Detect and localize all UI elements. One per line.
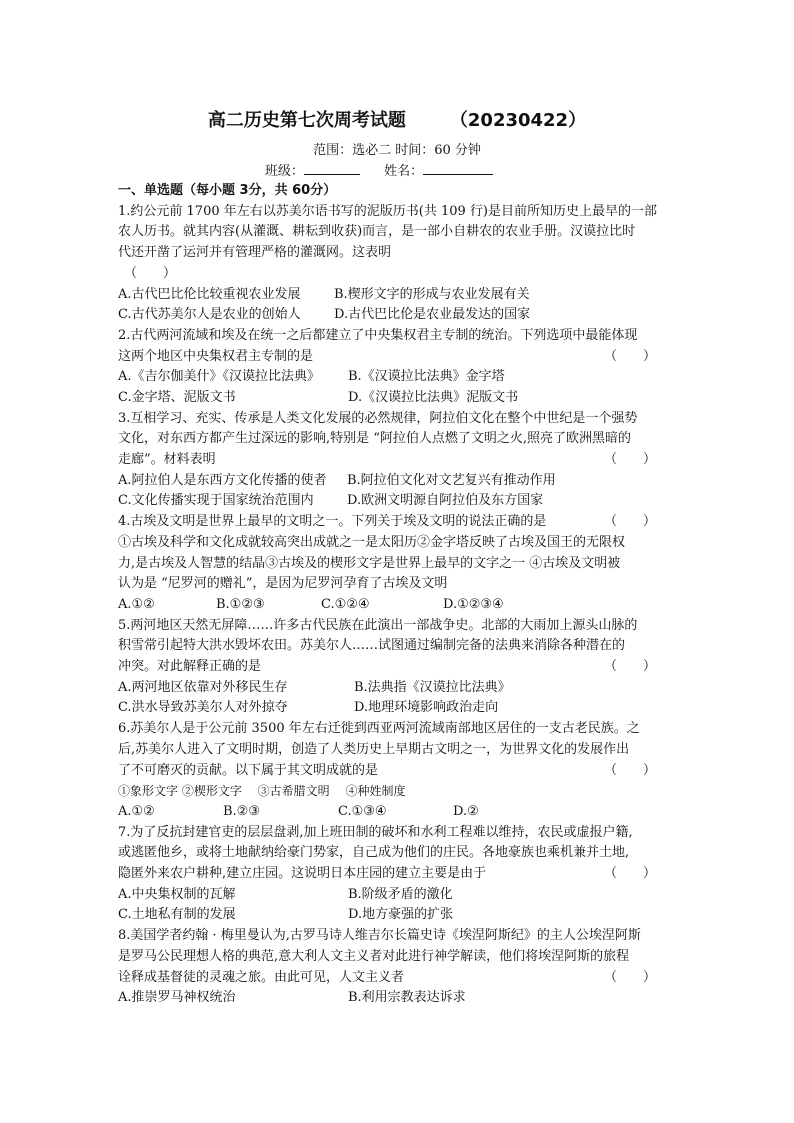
option-a[interactable]: A.两河地区依靠对外移民生存: [118, 679, 288, 695]
question-stem-line: 文化，对东西方都产生过深远的影响,特别是 “阿拉伯人点燃了文明之火,照亮了欧洲黑暗的: [118, 431, 632, 447]
option-b[interactable]: B.利用宗教表达诉求: [348, 990, 466, 1006]
question-stem-line: 2.古代两河流域和埃及在统一之后都建立了中央集权君主专制的统治。下列选项中最能体现: [118, 327, 638, 343]
answer-paren: （ ）: [603, 348, 656, 364]
statement-line: 力,是古埃及人智慧的结晶③古埃及的楔形文字是世界上最早的文字之一 ④古埃及文明被: [118, 555, 621, 571]
option-d[interactable]: D.古代巴比伦是农业最发达的国家: [334, 307, 531, 323]
option-a[interactable]: A.中央集权制的瓦解: [118, 886, 236, 902]
question-stem-line: 农人历书。就其内容(从灌溉、耕耘到收获)而言，是一部小自耕农的农业手册。汉谟拉比时: [118, 224, 636, 240]
question-stem-line: 3.互相学习、充实、传承是人类文化发展的必然规律，阿拉伯文化在整个中世纪是一个强势: [118, 410, 638, 426]
question-6: [118, 719, 678, 823]
question-stem-line: 6.苏美尔人是于公元前 3500 年左右迁徙到西亚两河流域南部地区居住的一支古老民族。之: [118, 721, 640, 737]
option-c[interactable]: C.文化传播实现于国家统治范围内: [118, 493, 314, 509]
question-4: [118, 512, 678, 616]
question-stem-line: 隐匿外来农户耕种,建立庄园。这说明日本庄园的建立主要是由于: [118, 866, 487, 882]
answer-paren: （ ）: [603, 969, 656, 985]
question-list: [118, 181, 678, 1009]
question-stem-line: 积雪常引起特大洪水毁坏农田。苏美尔人……试图通过编制完备的法典来消除各种潜在的: [118, 638, 626, 654]
statement-line: ①古埃及科学和文化成就较高突出成就之一是太阳历②金字塔反映了古埃及国王的无限权: [118, 534, 626, 550]
name-field[interactable]: [423, 162, 493, 175]
option-a[interactable]: A.推崇罗马神权统治: [118, 990, 236, 1006]
option-d[interactable]: D.地理环境影响政治走向: [354, 700, 499, 716]
statement-line: 认为是 “尼罗河的赠礼”，是因为尼罗河孕育了古埃及文明: [118, 576, 448, 592]
question-2: [118, 326, 678, 409]
option-b[interactable]: B.②③: [223, 803, 260, 819]
question-7: [118, 823, 678, 926]
question-stem-line: 是罗马公民理想人格的典范,意大利人文主义者对此进行神学解读，他们将埃涅阿斯的旅程: [118, 948, 630, 964]
option-a[interactable]: A.古代巴比伦比较重视农业发展: [118, 286, 301, 302]
option-c[interactable]: C.①②④: [321, 596, 370, 612]
question-stem-line: 这两个地区中央集权君主专制的是: [118, 348, 314, 364]
question-stem-line: 后,苏美尔人进入了文明时期，创造了人类历史上早期古文明之一，为世界文化的发展作出: [118, 741, 630, 757]
option-a[interactable]: A.①②: [118, 596, 155, 612]
option-a[interactable]: A.阿拉伯人是东西方文化传播的使者: [118, 472, 327, 488]
answer-paren: （ ）: [603, 452, 656, 468]
question-8: [118, 926, 678, 1009]
question-stem-line: 了不可磨灭的贡献。以下属于其文明成就的是: [118, 762, 379, 778]
question-1: [118, 202, 678, 326]
option-c[interactable]: C.古代苏美尔人是农业的创始人: [118, 307, 301, 323]
option-d[interactable]: D.①②③④: [443, 596, 504, 612]
option-c[interactable]: C.金字塔、泥版文书: [118, 389, 236, 405]
option-a[interactable]: A.《吉尔伽美什》《汉谟拉比法典》: [118, 369, 321, 385]
section-heading: 一、单选题（每小题 3分，共 60分）: [118, 183, 337, 198]
answer-paren: （ ）: [124, 265, 177, 281]
answer-paren: （ ）: [603, 762, 656, 778]
question-3: [118, 409, 678, 512]
question-stem-line: 1.约公元前 1700 年左右以苏美尔语书写的泥版历书(共 109 行)是目前所知历史上最早的一部: [118, 203, 657, 219]
student-info-line: [0, 160, 794, 179]
question-stem-line: 冲突。对此解释正确的是: [118, 659, 262, 675]
statement-line: ①象形文字 ②楔形文字 ③古希腊文明 ④种姓制度: [118, 784, 406, 799]
option-c[interactable]: C.土地私有制的发展: [118, 907, 236, 923]
option-b[interactable]: B.楔形文字的形成与农业发展有关: [334, 286, 530, 302]
option-c[interactable]: C.①③④: [338, 803, 387, 819]
question-stem-line: 诠释成基督徒的灵魂之旅。由此可见，人文主义者: [118, 969, 405, 985]
option-b[interactable]: B.阿拉伯文化对文艺复兴有推动作用: [347, 472, 556, 488]
option-b[interactable]: B.《汉谟拉比法典》金字塔: [348, 369, 505, 385]
answer-paren: （ ）: [603, 659, 656, 675]
question-5: [118, 616, 678, 719]
option-a[interactable]: A.①②: [118, 803, 155, 819]
question-stem-line: 代还开凿了运河并有管理严格的灌溉网。这表明: [118, 245, 392, 261]
option-d[interactable]: D.《汉谟拉比法典》泥版文书: [348, 389, 519, 405]
question-stem-line: 5.两河地区天然无屏障……许多古代民族在此演出一部战争史。北部的大雨加上源头山脉的: [118, 617, 638, 633]
exam-scope: 范围：选必二 时间：60 分钟: [313, 143, 481, 158]
option-b[interactable]: B.①②③: [216, 596, 265, 612]
class-label: 班级：: [264, 164, 304, 179]
exam-title: [0, 106, 794, 132]
answer-paren: （ ）: [603, 866, 656, 882]
exam-date: （20230422）: [449, 110, 587, 131]
question-stem-line: 8.美国学者约翰 · 梅里曼认为,古罗马诗人维吉尔长篇史诗《埃涅阿斯纪》的主人公埃涅阿斯: [118, 928, 641, 944]
option-d[interactable]: D.②: [453, 803, 479, 819]
exam-title-text: 高二历史第七次周考试题: [207, 110, 406, 131]
question-stem-line: 7.为了反抗封建官吏的层层盘剥,加上班田制的破坏和水利工程难以维持，农民或虚报户籍,: [118, 824, 633, 840]
answer-paren: （ ）: [603, 514, 656, 530]
option-d[interactable]: D.欧洲文明源自阿拉伯及东方国家: [347, 493, 544, 509]
name-label: 姓名：: [384, 164, 424, 179]
option-c[interactable]: C.洪水导致苏美尔人对外掠夺: [118, 700, 288, 716]
question-stem-line: 走廊”。材料表明: [118, 452, 216, 468]
question-stem-line: 或逃匿他乡，或将土地献纳给豪门势家，自己成为他们的庄民。各地豪族也乘机兼并土地,: [118, 845, 630, 861]
option-b[interactable]: B.阶级矛盾的激化: [348, 886, 453, 902]
option-d[interactable]: D.地方豪强的扩张: [348, 907, 454, 923]
option-b[interactable]: B.法典指《汉谟拉比法典》: [354, 679, 511, 695]
class-field[interactable]: [304, 162, 360, 175]
question-stem-line: 4.古埃及文明是世界上最早的文明之一。下列关于埃及文明的说法正确的是: [118, 514, 547, 530]
